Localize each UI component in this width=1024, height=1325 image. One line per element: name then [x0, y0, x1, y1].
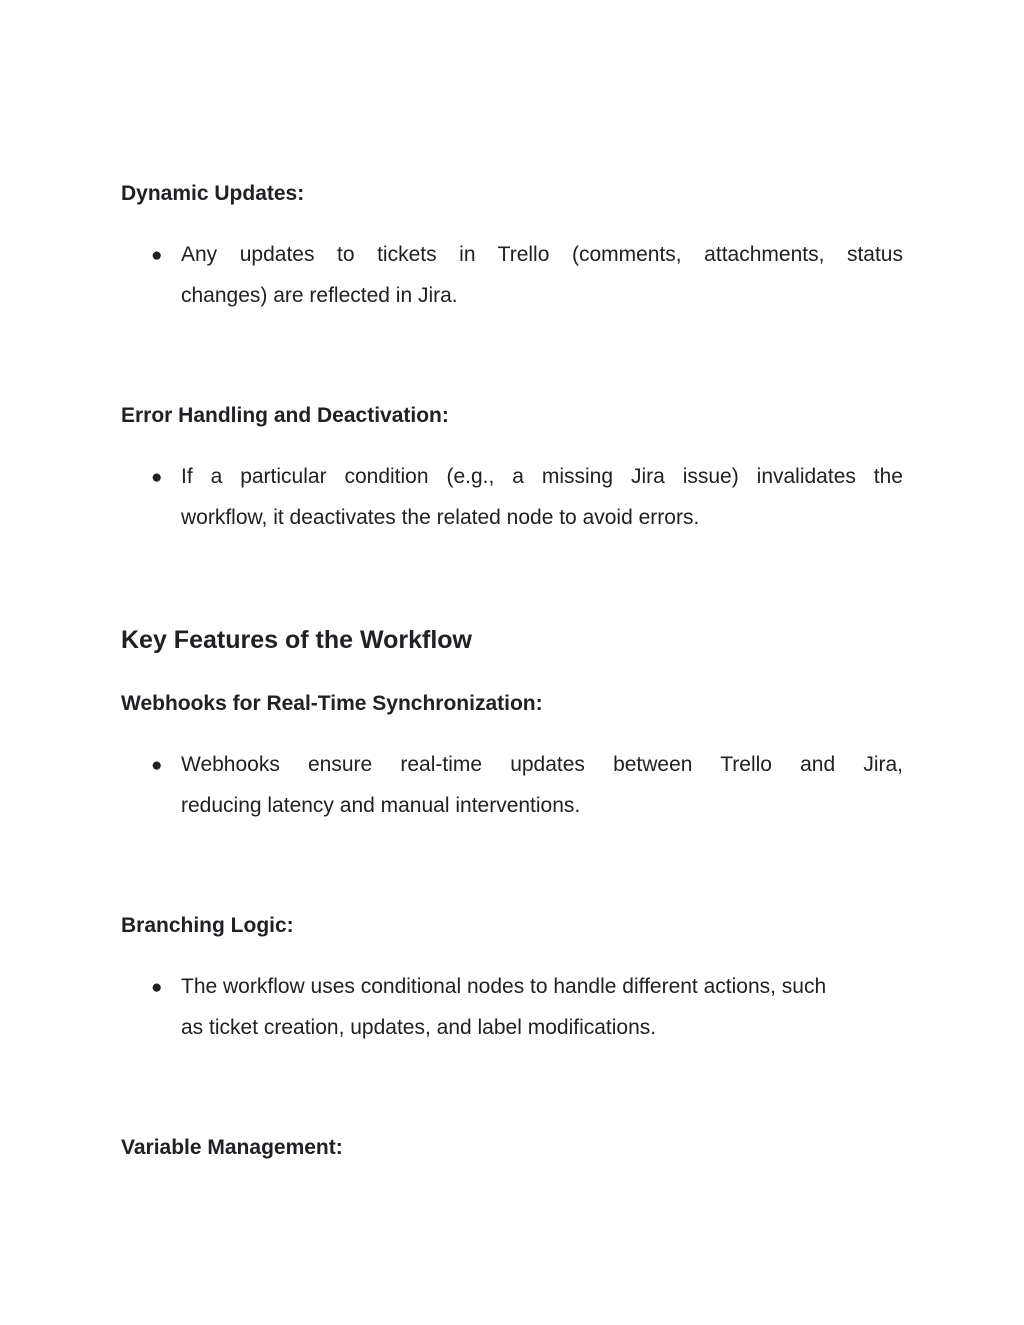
bullet-line: Any updates to tickets in Trello (comments, attachments, status — [181, 243, 903, 266]
bullet-marker: ● — [151, 467, 163, 488]
bullet-line: The workflow uses conditional nodes to handle different actions, such — [181, 975, 827, 998]
bullet-line: as ticket creation, updates, and label modifications. — [181, 1016, 657, 1039]
section-heading-error-handling: Error Handling and Deactivation: — [121, 404, 449, 427]
bullet-marker: ● — [151, 977, 163, 998]
section-heading-dynamic-updates: Dynamic Updates: — [121, 182, 305, 205]
section-heading-variable-management: Variable Management: — [121, 1136, 343, 1159]
bullet-line: Webhooks ensure real-time updates between Trello and Jira, — [181, 753, 903, 776]
section-heading-branching-logic: Branching Logic: — [121, 914, 294, 937]
bullet-marker: ● — [151, 245, 163, 266]
section-title-key-features: Key Features of the Workflow — [121, 626, 472, 654]
bullet-marker: ● — [151, 755, 163, 776]
bullet-line: workflow, it deactivates the related node to avoid errors. — [181, 506, 700, 529]
bullet-line: changes) are reflected in Jira. — [181, 284, 458, 307]
bullet-line: reducing latency and manual interventions. — [181, 794, 581, 817]
bullet-line: If a particular condition (e.g., a missing Jira issue) invalidates the — [181, 465, 903, 488]
section-heading-webhooks: Webhooks for Real-Time Synchronization: — [121, 692, 543, 715]
